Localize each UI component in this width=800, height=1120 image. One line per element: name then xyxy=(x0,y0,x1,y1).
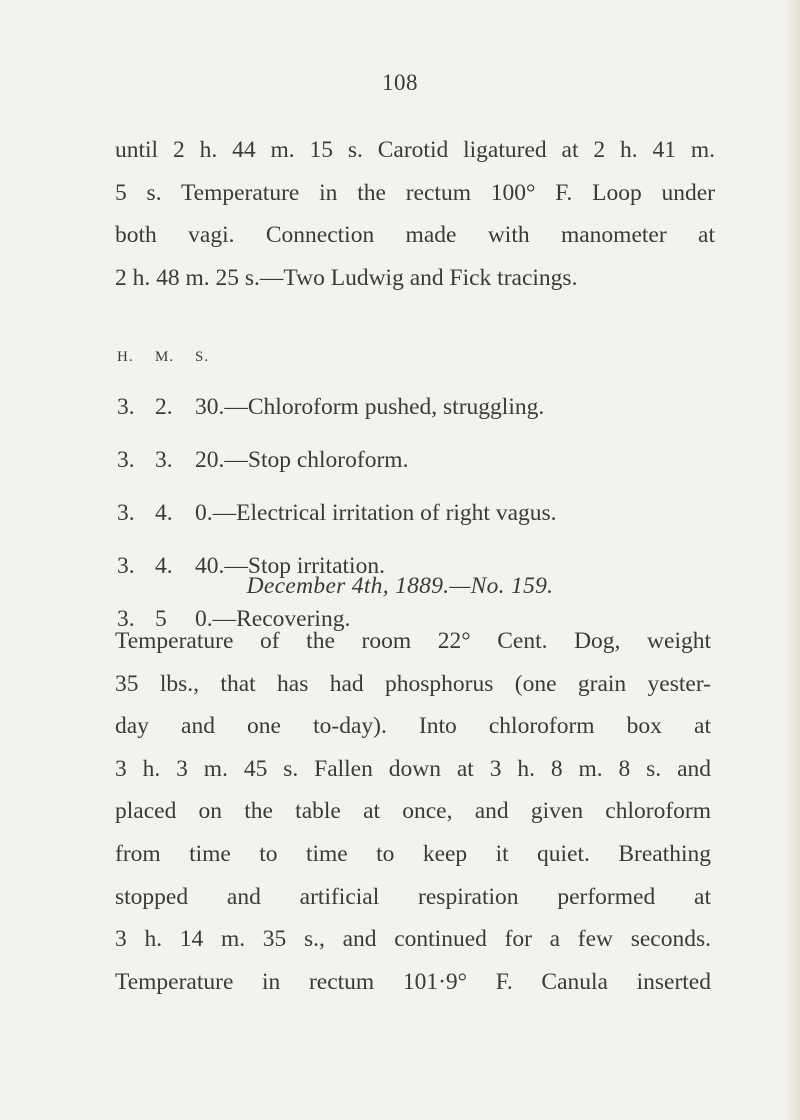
paragraph-2-line: from time to time to keep it quiet. Breathing xyxy=(115,840,711,867)
paragraph-1 xyxy=(115,129,715,299)
paragraph-1-line: both vagi. Connection made with manometer at xyxy=(115,222,715,248)
entry-text: 40.—Stop irritation. xyxy=(195,553,385,579)
paragraph-2 xyxy=(115,620,711,1003)
paragraph-1-line: until 2 h. 44 m. 15 s. Carotid ligatured at 2 h. 41 m. xyxy=(115,137,715,163)
time-log-entries xyxy=(117,381,717,646)
seconds-column-header: S. xyxy=(195,349,210,365)
paragraph-2-line: Temperature in rectum 101·9° F. Canula inserted xyxy=(115,968,711,995)
log-entry xyxy=(117,434,717,487)
paragraph-2-line: day and one to-day). Into chloroform box at xyxy=(115,713,711,740)
entry-hours: 3. xyxy=(117,447,135,473)
paragraph-1-line: 5 s. Temperature in the rectum 100° F. Loop under xyxy=(115,179,715,206)
entry-minutes: 3. xyxy=(155,447,173,473)
paragraph-2-line: Temperature of the room 22° Cent. Dog, weight xyxy=(115,628,711,654)
page-number: 108 xyxy=(382,70,418,95)
entry-text: 0.—Recovering. xyxy=(195,606,351,632)
entry-minutes: 4. xyxy=(155,500,173,526)
entry-hours: 3. xyxy=(117,394,135,420)
minutes-column-header: M. xyxy=(155,349,175,365)
entry-text: 20.—Stop chloroform. xyxy=(195,447,409,473)
entry-hours: 3. xyxy=(117,500,135,526)
hours-column-header: H. xyxy=(117,349,134,365)
entry-minutes: 5 xyxy=(155,606,167,632)
paragraph-2-line: stopped and artificial respiration performed at xyxy=(115,883,711,910)
section-heading: December 4th, 1889.—No. 159. xyxy=(246,573,554,599)
entry-text: 30.—Chloroform pushed, struggling. xyxy=(195,394,545,420)
entry-hours: 3. xyxy=(117,553,135,579)
paragraph-2-line: placed on the table at once, and given chloroform xyxy=(115,798,711,825)
paragraph-2-line: 3 h. 3 m. 45 s. Fallen down at 3 h. 8 m. 8 s. and xyxy=(115,755,711,782)
time-table-header xyxy=(117,349,225,366)
paragraph-1-line: 2 h. 48 m. 25 s.—Two Ludwig and Fick tracings. xyxy=(115,264,578,291)
entry-hours: 3. xyxy=(117,606,135,632)
entry-minutes: 2. xyxy=(155,394,173,420)
paragraph-2-line: 3 h. 14 m. 35 s., and continued for a few seconds. xyxy=(115,926,711,953)
paragraph-2-line: 35 lbs., that has had phosphorus (one grain yester- xyxy=(115,670,711,697)
log-entry xyxy=(117,381,717,434)
page-edge-shadow xyxy=(786,0,800,1120)
log-entry xyxy=(117,487,717,540)
entry-text: 0.—Electrical irritation of right vagus. xyxy=(195,500,557,526)
entry-minutes: 4. xyxy=(155,553,173,579)
